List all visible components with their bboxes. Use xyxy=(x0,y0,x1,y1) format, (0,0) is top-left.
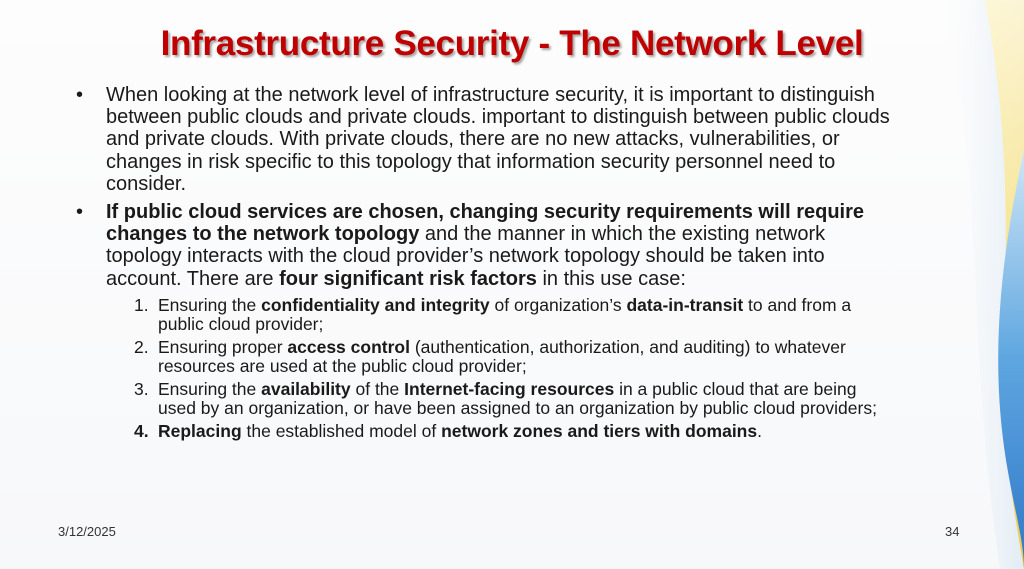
list-item xyxy=(76,338,896,377)
bullet-2-bold-2: four significant risk factors xyxy=(279,267,537,290)
list-item-bold: data-in-transit xyxy=(626,294,744,315)
list-item-text: Ensuring the xyxy=(158,378,262,399)
list-item-text: the established model of xyxy=(241,420,442,441)
bullet-dot-icon: • xyxy=(76,201,84,224)
list-item xyxy=(76,380,896,419)
bullet-2-bold-1: If public cloud services are chosen, changing security requirements will require changes to the network topology xyxy=(106,201,865,246)
list-item xyxy=(76,422,896,442)
list-item-number: 1. xyxy=(134,294,149,315)
list-item-bold: access control xyxy=(287,336,410,357)
bullet-2-text xyxy=(106,201,896,290)
list-item-text: in a public cloud that are being used by an organization, or have been assigned to an organization by public cloud providers; xyxy=(158,378,877,419)
risk-factor-list xyxy=(76,296,896,442)
list-item-text: Ensuring the xyxy=(158,294,262,315)
bullet-2-text-1: and the manner in which the existing network topology interacts with the cloud provider’s network topology should be taken into account. There are xyxy=(106,223,826,290)
list-item-bold: Replacing xyxy=(158,420,242,441)
slide-body xyxy=(76,84,896,444)
page-number: 34 xyxy=(945,524,960,539)
list-item-text: of the xyxy=(350,378,405,399)
list-item-text: (authentication, authorization, and auditing) to whatever resources are used at the public cloud provider; xyxy=(158,336,846,377)
list-item xyxy=(76,296,896,335)
list-item-text: to and from a public cloud provider; xyxy=(158,294,852,335)
bullet-1 xyxy=(76,84,896,195)
list-item-bold: confidentiality and integrity xyxy=(261,294,490,315)
list-item-text: Ensuring proper xyxy=(158,336,288,357)
slide-title: Infrastructure Security - The Network Level xyxy=(160,24,864,63)
bullet-2 xyxy=(76,201,896,290)
list-item-bold: network zones and tiers with domains xyxy=(441,420,758,441)
list-item-text: of organization’s xyxy=(489,294,627,315)
list-item-bold: Internet-facing resources xyxy=(404,378,615,399)
bullet-1-text: When looking at the network level of infrastructure security, it is important to distinguish between public clouds and private clouds. important to distinguish between public clouds and private clouds. With private clouds, there are no new attacks, vulnerabilities, or changes in risk specific to this topology that information security personnel need to consider. xyxy=(106,84,890,195)
list-item-text: . xyxy=(757,420,762,441)
footer-date: 3/12/2025 xyxy=(58,524,116,539)
list-item-number: 4. xyxy=(134,420,149,441)
bullet-2-text-2: in this use case: xyxy=(536,267,686,290)
list-item-bold: availability xyxy=(261,378,351,399)
list-item-number: 3. xyxy=(134,378,149,399)
bullet-dot-icon: • xyxy=(76,84,84,106)
list-item-number: 2. xyxy=(134,336,149,357)
